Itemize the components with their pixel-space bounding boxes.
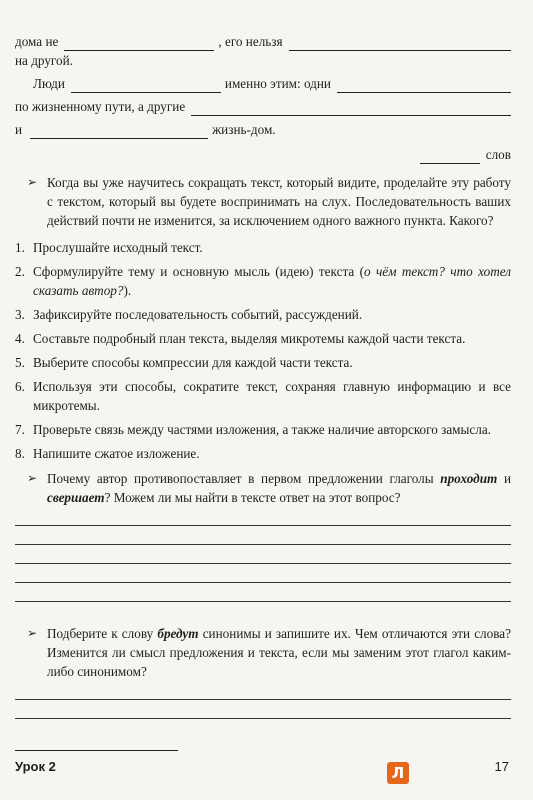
- task-audio-compression: [15, 173, 511, 230]
- footer-divider: [15, 750, 178, 751]
- fill-line-1: [15, 32, 511, 51]
- arrow-bullet-icon: ➢: [27, 471, 38, 485]
- lesson-label: Урок 2: [15, 759, 56, 774]
- fill-text: жизнь-дом.: [212, 122, 276, 137]
- fill-text: Люди: [33, 76, 65, 91]
- fill-line-3: [15, 74, 511, 93]
- answer-area-1: [15, 507, 511, 602]
- list-item: 8. Напишите сжатое изложение.: [15, 446, 200, 461]
- publisher-logo-icon: Л: [387, 762, 409, 784]
- fill-line-5: [15, 120, 511, 139]
- list-item: 4. Составьте подробный план текста, выделяя микротемы каждой части текста.: [15, 331, 466, 346]
- arrow-bullet-icon: ➢: [27, 175, 38, 189]
- task-verbs-question: ➢ Почему автор противопоставляет в первом предложении глаголы проходит и свершает? Можем ли мы найти в тексте ответ на этот вопрос?: [27, 471, 512, 505]
- answer-line[interactable]: [15, 526, 511, 545]
- task-text: Когда вы уже научитесь сокращать текст, который видите, проделайте эту работу с текстом, который вы будете воспринимать на слух. Последовательность ваших действий почти не изменится, за исключением одного важного пункта. Какого?: [47, 175, 511, 228]
- fill-line-2: [15, 51, 511, 70]
- fill-text: по жизненному пути, а другие: [15, 99, 186, 114]
- answer-line[interactable]: [15, 700, 511, 719]
- fill-text: дома не: [15, 34, 59, 49]
- answer-line[interactable]: [15, 583, 511, 602]
- answer-line[interactable]: [15, 681, 511, 700]
- list-item: 5. Выберите способы компрессии для каждой части текста.: [15, 355, 353, 370]
- arrow-bullet-icon: ➢: [27, 626, 38, 640]
- fill-text: , его нельзя: [218, 34, 283, 49]
- list-item: 7. Проверьте связь между частями изложения, а также наличие авторского замысла.: [15, 422, 491, 437]
- blank-field[interactable]: [71, 78, 221, 93]
- answer-line[interactable]: [15, 507, 511, 526]
- fill-line-4: [15, 97, 511, 116]
- italic-phrase: о чём текст? что хотел сказать автор?: [33, 264, 511, 298]
- list-item: 1. Прослушайте исходный текст.: [15, 240, 203, 255]
- blank-field[interactable]: [191, 101, 511, 116]
- keyword: бредут: [157, 626, 199, 641]
- list-item: 3. Зафиксируйте последовательность событий, рассуждений.: [15, 307, 363, 322]
- keyword: проходит: [440, 471, 498, 486]
- blank-field[interactable]: [289, 36, 511, 51]
- blank-field[interactable]: [420, 149, 480, 164]
- blank-field[interactable]: [30, 124, 208, 139]
- answer-line[interactable]: [15, 564, 511, 583]
- keyword: свершает: [47, 490, 105, 505]
- blank-field[interactable]: [337, 78, 511, 93]
- answer-line[interactable]: [15, 545, 511, 564]
- steps-list: [15, 238, 511, 463]
- blank-field[interactable]: [64, 36, 214, 51]
- list-item: 6. Используя эти способы, сократите текст, сохраняя главную информацию и все микротемы.: [15, 379, 511, 413]
- fill-text: слов: [485, 147, 511, 162]
- list-item: 2. Сформулируйте тему и основную мысль (идею) текста (о чём текст? что хотел сказать автор?).: [15, 264, 511, 298]
- fill-line-6: [15, 145, 511, 164]
- page-number: 17: [494, 759, 509, 774]
- answer-area-2: [15, 681, 511, 719]
- fill-text: на другой.: [15, 53, 73, 68]
- fill-text: именно этим: одни: [224, 76, 331, 91]
- task-synonyms: ➢ Подберите к слову бредут синонимы и запишите их. Чем отличаются эти слова? Изменится ли смысл предложения и текста, если мы заменим этот глагол каким-либо синонимом?: [27, 626, 511, 679]
- fill-text: и: [15, 122, 23, 137]
